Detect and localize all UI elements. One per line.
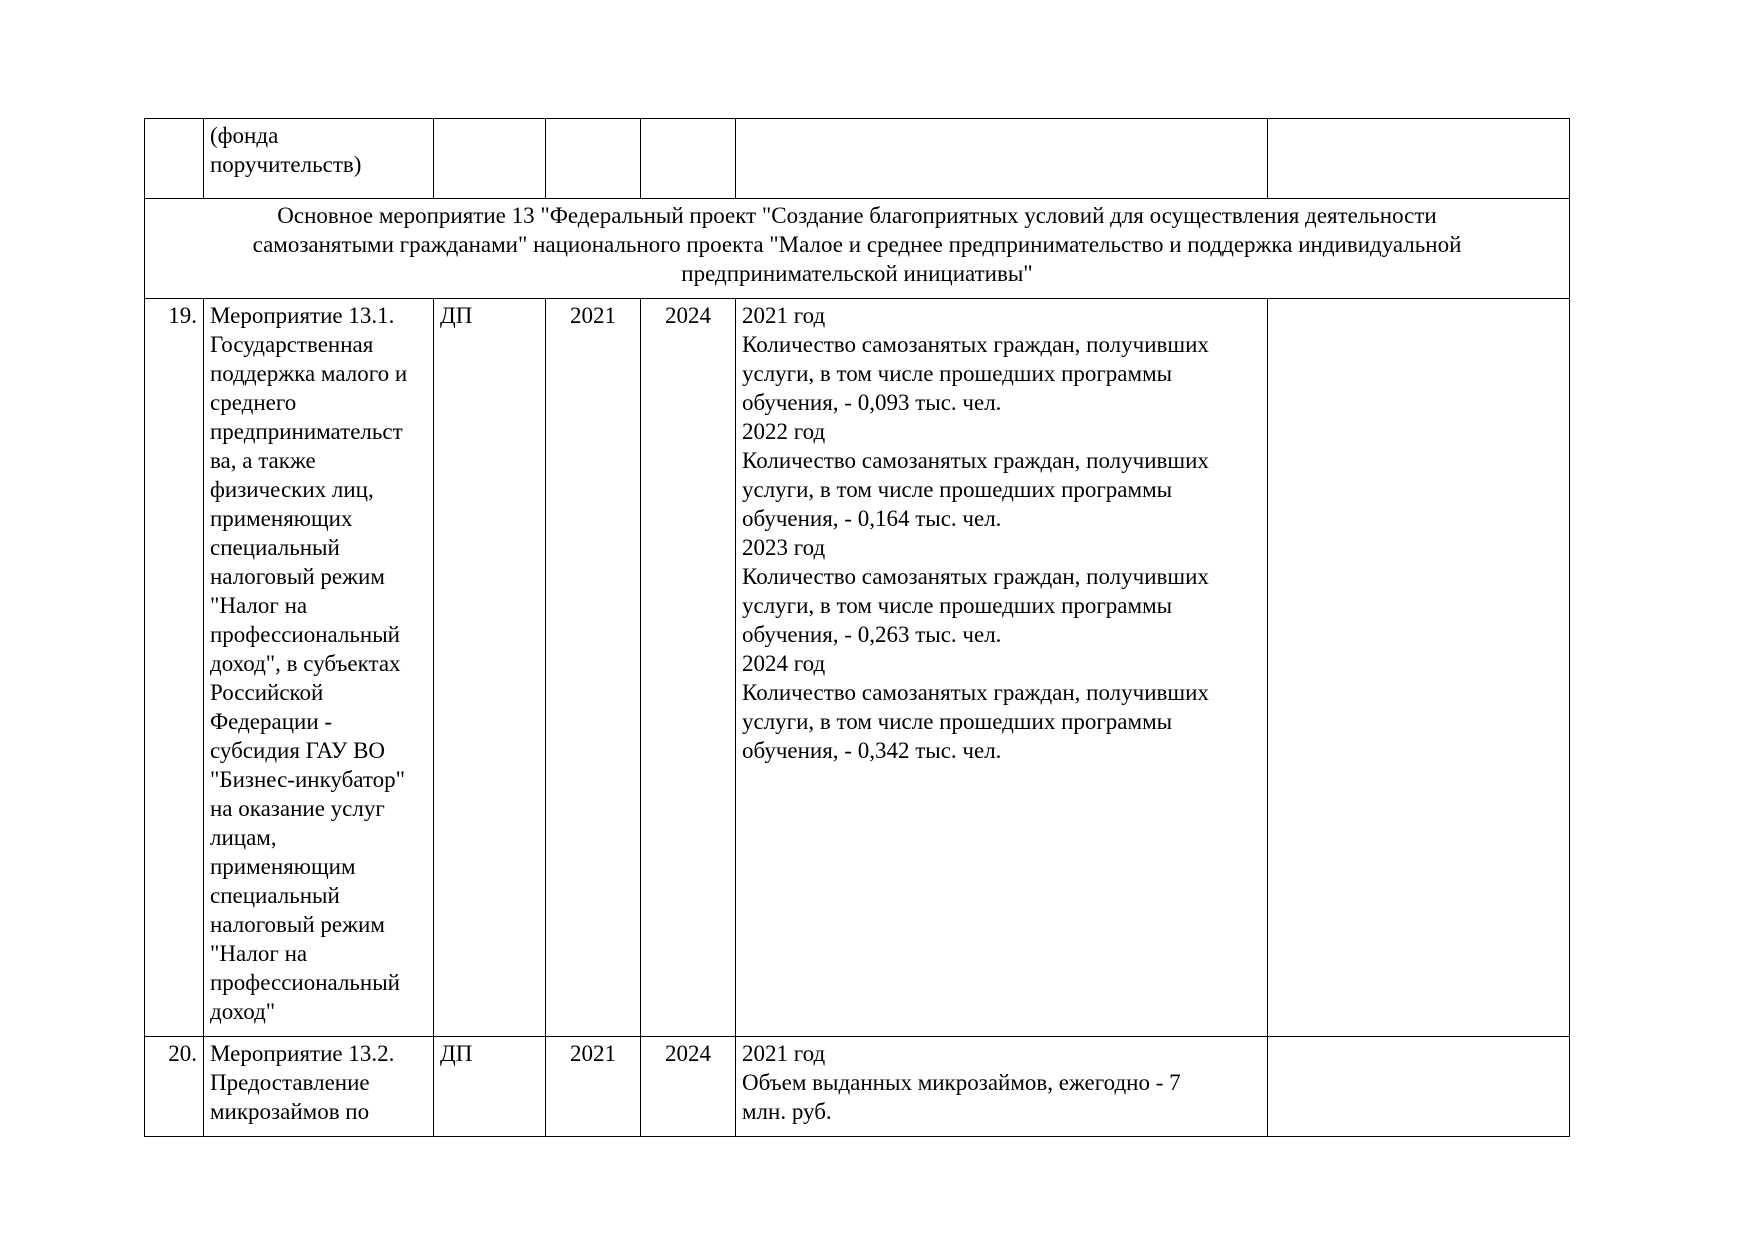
- end-year-cell: 2024: [641, 299, 736, 1037]
- result-line: обучения, - 0,093 тыс. чел.: [742, 390, 1002, 415]
- measure-name-line: применяющим: [210, 854, 356, 879]
- measure-name-line: физических лиц,: [210, 477, 374, 502]
- measure-name-cell: [204, 299, 434, 1037]
- measure-name-line: доход": [210, 999, 276, 1024]
- result-line: млн. руб.: [742, 1099, 832, 1124]
- table-row: [145, 119, 1570, 199]
- executor-cell: ДП: [434, 1037, 546, 1137]
- measure-name-line: среднего: [210, 390, 297, 415]
- measure-name-line: налоговый режим: [210, 912, 385, 937]
- result-line: обучения, - 0,263 тыс. чел.: [742, 622, 1002, 647]
- start-year-cell: [546, 119, 641, 199]
- measure-name-line: Предоставление: [210, 1070, 370, 1095]
- measure-name-line: Мероприятие 13.2.: [210, 1041, 395, 1066]
- end-year-cell: 2024: [641, 1037, 736, 1137]
- result-cell: [736, 299, 1268, 1037]
- result-line: услуги, в том числе прошедших программы: [742, 709, 1173, 734]
- row-number-cell: [145, 119, 204, 199]
- measure-name-line: поручительств): [210, 152, 362, 177]
- measure-name-line: субсидия ГАУ ВО: [210, 738, 386, 763]
- executor-cell: ДП: [434, 299, 546, 1037]
- result-line: услуги, в том числе прошедших программы: [742, 593, 1173, 618]
- measure-name-line: "Налог на: [210, 593, 308, 618]
- measure-name-line: специальный: [210, 535, 340, 560]
- note-cell: [1268, 119, 1570, 199]
- result-cell: [736, 1037, 1268, 1137]
- measure-name-line: на оказание услуг: [210, 796, 385, 821]
- result-line: Количество самозанятых граждан, получивших: [742, 680, 1209, 705]
- measure-name-line: (фонда: [210, 123, 279, 148]
- measure-name-line: налоговый режим: [210, 564, 385, 589]
- measure-name-line: профессиональный: [210, 622, 400, 647]
- note-cell: [1268, 1037, 1570, 1137]
- result-line: 2022 год: [742, 419, 826, 444]
- result-line: услуги, в том числе прошедших программы: [742, 477, 1173, 502]
- start-year-cell: 2021: [546, 299, 641, 1037]
- table-row: [145, 299, 1570, 1037]
- measure-name-line: доход", в субъектах: [210, 651, 401, 676]
- result-line: обучения, - 0,164 тыс. чел.: [742, 506, 1002, 531]
- section-header-row: [145, 199, 1570, 299]
- measure-name-line: "Налог на: [210, 941, 308, 966]
- start-year-cell: 2021: [546, 1037, 641, 1137]
- measure-name-line: лицам,: [210, 825, 277, 850]
- measure-name-line: Федерации -: [210, 709, 333, 734]
- measure-name-line: Мероприятие 13.1.: [210, 303, 395, 328]
- result-line: Количество самозанятых граждан, получивших: [742, 448, 1209, 473]
- result-line: обучения, - 0,342 тыс. чел.: [742, 738, 1002, 763]
- section-header-line: предпринимательской инициативы": [681, 261, 1033, 286]
- executor-cell: [434, 119, 546, 199]
- measure-name-line: специальный: [210, 883, 340, 908]
- note-cell: [1268, 299, 1570, 1037]
- measure-name-line: поддержка малого и: [210, 361, 408, 386]
- table-row: [145, 1037, 1570, 1137]
- measures-table: [144, 118, 1570, 1137]
- section-header-line: самозанятыми гражданами" национального проекта "Малое и среднее предпринимательство и поддержка индивидуальной: [252, 232, 1462, 257]
- section-header-line: Основное мероприятие 13 "Федеральный проект "Создание благоприятных условий для осуществления деятельности: [277, 203, 1437, 228]
- measure-name-line: ва, а также: [210, 448, 316, 473]
- measure-name-line: применяющих: [210, 506, 353, 531]
- result-line: Количество самозанятых граждан, получивших: [742, 332, 1209, 357]
- row-number-cell: 20.: [145, 1037, 204, 1137]
- measure-name-line: Российской: [210, 680, 324, 705]
- result-line: Объем выданных микрозаймов, ежегодно - 7: [742, 1070, 1181, 1095]
- result-line: Количество самозанятых граждан, получивших: [742, 564, 1209, 589]
- measure-name-line: микрозаймов по: [210, 1099, 370, 1124]
- measure-name-line: Государственная: [210, 332, 374, 357]
- result-line: 2021 год: [742, 303, 826, 328]
- result-line: 2024 год: [742, 651, 826, 676]
- measure-name-cell: [204, 1037, 434, 1137]
- result-cell: [736, 119, 1268, 199]
- measure-name-cell: [204, 119, 434, 199]
- measure-name-line: профессиональный: [210, 970, 400, 995]
- row-number-cell: 19.: [145, 299, 204, 1037]
- result-line: 2023 год: [742, 535, 826, 560]
- measure-name-line: "Бизнес-инкубатор": [210, 767, 406, 792]
- section-header-cell: [145, 199, 1570, 299]
- result-line: услуги, в том числе прошедших программы: [742, 361, 1173, 386]
- end-year-cell: [641, 119, 736, 199]
- measure-name-line: предпринимательст: [210, 419, 403, 444]
- result-line: 2021 год: [742, 1041, 826, 1066]
